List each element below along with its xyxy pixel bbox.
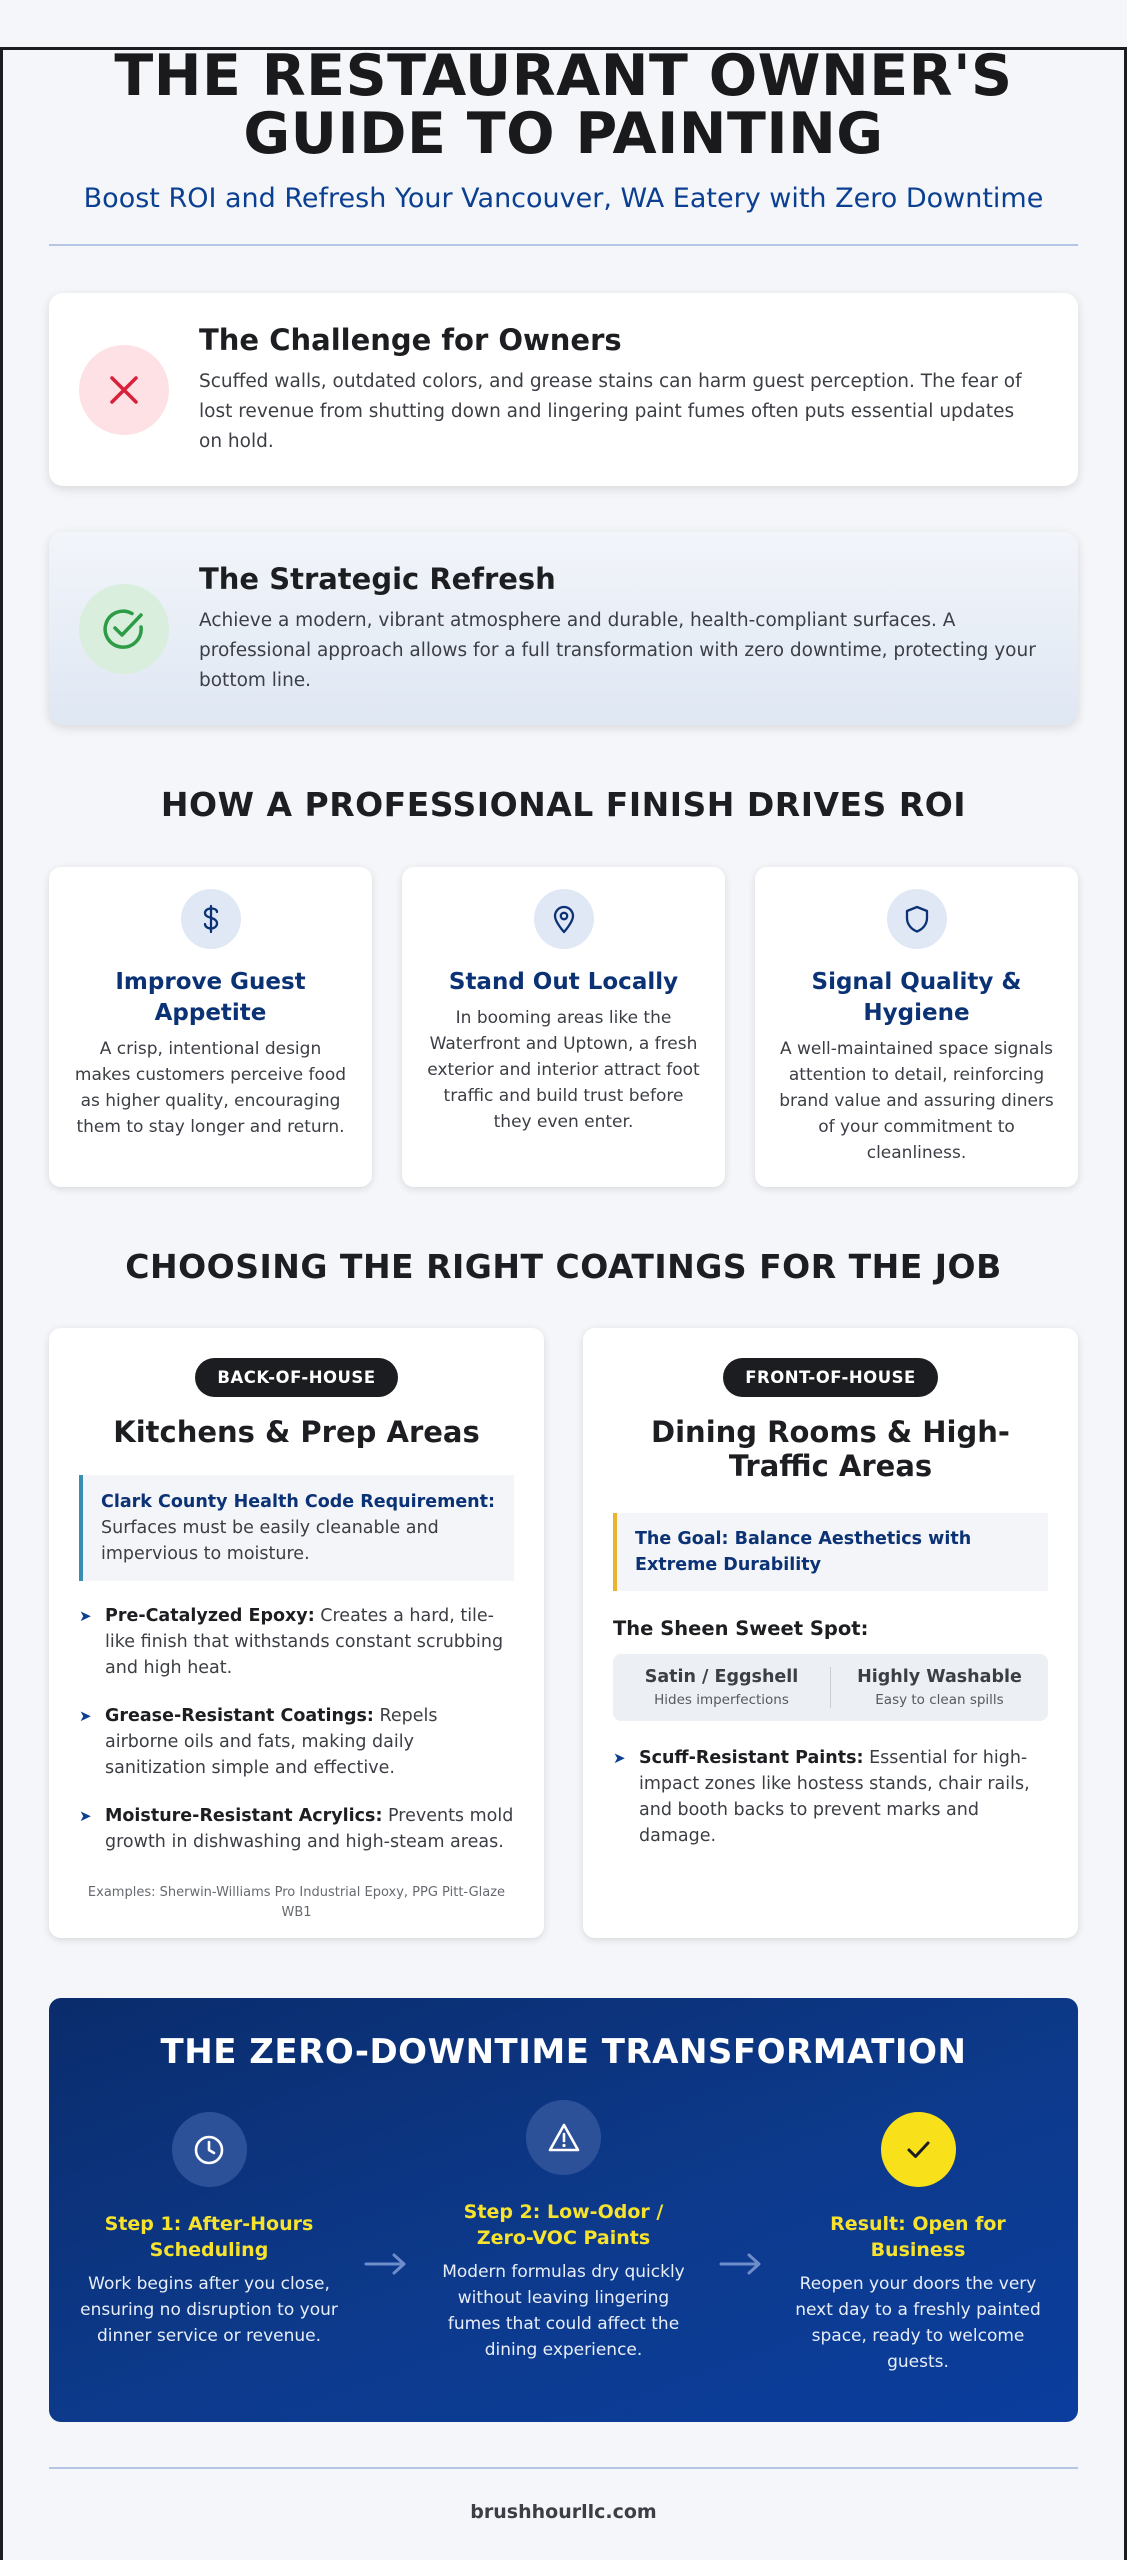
check-circle-icon: [79, 584, 169, 674]
back-of-house-card: [49, 1328, 544, 1938]
arrow-bullet-icon: ➤: [79, 1607, 92, 1625]
refresh-title: The Strategic Refresh: [199, 561, 556, 596]
x-icon: [79, 345, 169, 435]
map-pin-icon: [534, 889, 594, 949]
zero-downtime-panel: [49, 1998, 1078, 2422]
callout-text: Surfaces must be easily cleanable and impervious to moisture.: [101, 1518, 439, 1564]
page-subtitle: Boost ROI and Refresh Your Vancouver, WA Eatery with Zero Downtime: [83, 183, 1044, 214]
sheen-option: [830, 1667, 1048, 1708]
roi-card-body: A well-maintained space signals attention to detail, reinforcing brand value and assuring diners of your commitment to cleanliness.: [779, 1039, 1054, 1163]
roi-card-body: In booming areas like the Waterfront and Uptown, a fresh exterior and interior attract foot traffic and build trust before they even enter.: [427, 1008, 700, 1132]
step-item: [79, 2112, 339, 2375]
challenge-title: The Challenge for Owners: [199, 322, 622, 357]
step-body: Modern formulas dry quickly without leaving lingering fumes that could affect the dining experience.: [442, 2262, 685, 2360]
step-title: Step 2: Low-Odor / Zero-VOC Paints: [463, 2201, 664, 2249]
transformation-heading: THE ZERO-DOWNTIME TRANSFORMATION: [160, 2032, 967, 2072]
coatings-heading: CHOOSING THE RIGHT COATINGS FOR THE JOB: [125, 1247, 1002, 1286]
sheen-sub: Hides imperfections: [654, 1692, 789, 1708]
roi-heading: HOW A PROFESSIONAL FINISH DRIVES ROI: [160, 785, 967, 824]
sheen-option: [613, 1667, 830, 1708]
step-title: Step 1: After-Hours Scheduling: [104, 2213, 314, 2261]
roi-card: [755, 867, 1078, 1187]
steps-row: [79, 2112, 1048, 2375]
title-line-1: THE RESTAURANT OWNER'S: [114, 43, 1013, 109]
front-of-house-title: Dining Rooms & High-Traffic Areas: [651, 1415, 1010, 1483]
step-item: [788, 2112, 1048, 2375]
front-of-house-tag: FRONT-OF-HOUSE: [723, 1358, 938, 1397]
roi-card-title: Signal Quality & Hygiene: [811, 969, 1022, 1026]
roi-card-title: Stand Out Locally: [448, 969, 679, 995]
title-line-2: GUIDE TO PAINTING: [243, 101, 884, 167]
challenge-body: Scuffed walls, outdated colors, and grease stains can harm guest perception. The fear of lost revenue from shutting down and lingering paint fumes often puts essential updates on hold.: [199, 370, 1022, 452]
refresh-body: Achieve a modern, vibrant atmosphere and durable, health-compliant surfaces. A professional approach allows for a full transformation with zero downtime, protecting your bottom line.: [199, 609, 1036, 691]
callout-bold: The Goal: Balance Aesthetics with Extreme Durability: [635, 1529, 972, 1575]
arrow-bullet-icon: ➤: [79, 1807, 92, 1825]
goal-callout: [613, 1513, 1048, 1591]
roi-cards: [49, 867, 1078, 1187]
alert-triangle-icon: [526, 2100, 601, 2175]
callout-bold: Clark County Health Code Requirement:: [101, 1492, 496, 1512]
front-of-house-card: [583, 1328, 1078, 1938]
bullet-text: Prevents mold growth in dishwashing and high-steam areas.: [105, 1806, 514, 1852]
list-item: [613, 1745, 1048, 1849]
roi-card-title: Improve Guest Appetite: [115, 969, 306, 1026]
header-divider: [49, 244, 1078, 246]
sheen-options: [613, 1654, 1048, 1721]
product-examples: Examples: Sherwin-Williams Pro Industrial Epoxy, PPG Pitt-Glaze WB1: [87, 1885, 506, 1920]
refresh-card: [49, 532, 1078, 725]
bullet-text: Creates a hard, tile-like finish that withstands constant scrubbing and high heat.: [105, 1606, 504, 1678]
coatings-cards: [49, 1328, 1078, 1938]
list-item: [79, 1703, 514, 1781]
bullet-bold: Moisture-Resistant Acrylics:: [105, 1806, 383, 1826]
health-code-callout: [79, 1475, 514, 1581]
list-item: [79, 1803, 514, 1855]
arrow-bullet-icon: ➤: [613, 1749, 626, 1767]
step-title: Result: Open for Business: [830, 2213, 1006, 2261]
bullet-bold: Grease-Resistant Coatings:: [105, 1706, 374, 1726]
step-item: [434, 2100, 694, 2375]
roi-card: [49, 867, 372, 1187]
step-body: Reopen your doors the very next day to a freshly painted space, ready to welcome guests.: [795, 2274, 1041, 2372]
back-of-house-tag: BACK-OF-HOUSE: [195, 1358, 397, 1397]
back-of-house-title: Kitchens & Prep Areas: [113, 1415, 480, 1449]
bullet-text: Repels airborne oils and fats, making daily sanitization simple and effective.: [105, 1706, 438, 1778]
list-item: [79, 1603, 514, 1681]
footer-website[interactable]: brushhourllc.com: [470, 2501, 657, 2523]
sheen-heading: The Sheen Sweet Spot:: [613, 1617, 869, 1640]
step-body: Work begins after you close, ensuring no disruption to your dinner service or revenue.: [80, 2274, 338, 2346]
sheen-sub: Easy to clean spills: [875, 1692, 1004, 1708]
roi-card: [402, 867, 725, 1187]
arrow-right-icon: [356, 2112, 416, 2375]
dollar-icon: [181, 889, 241, 949]
sheen-label: Highly Washable: [857, 1667, 1022, 1687]
checkmark-icon: [881, 2112, 956, 2187]
sheen-label: Satin / Eggshell: [644, 1667, 799, 1687]
footer-divider: [49, 2467, 1078, 2469]
bullet-bold: Scuff-Resistant Paints:: [639, 1748, 864, 1768]
challenge-card: [49, 293, 1078, 486]
arrow-bullet-icon: ➤: [79, 1707, 92, 1725]
shield-icon: [887, 889, 947, 949]
bullet-text: Essential for high-impact zones like hostess stands, chair rails, and booth backs to prevent marks and damage.: [639, 1748, 1030, 1846]
clock-icon: [172, 2112, 247, 2187]
bullet-bold: Pre-Catalyzed Epoxy:: [105, 1606, 315, 1626]
roi-card-body: A crisp, intentional design makes customers perceive food as higher quality, encouraging them to stay longer and return.: [74, 1039, 347, 1137]
page-title: [49, 43, 1078, 167]
arrow-right-icon: [711, 2112, 771, 2375]
